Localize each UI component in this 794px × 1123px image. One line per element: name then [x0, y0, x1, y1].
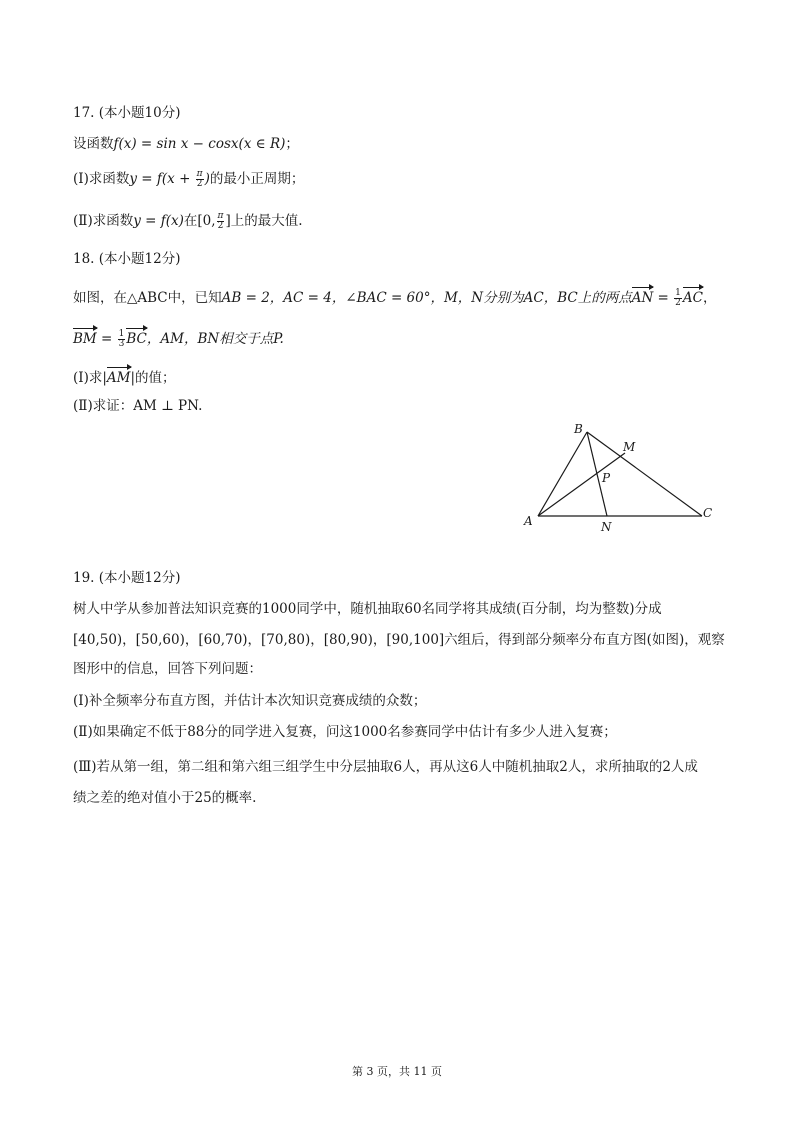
q17-header: 17. (本小题10分) [73, 105, 181, 121]
label-b: B [574, 422, 583, 436]
label-n: N [601, 520, 612, 534]
q19-header: 19. (本小题12分) [73, 570, 181, 586]
q18-part1-prefix: (Ⅰ)求| [73, 370, 107, 386]
q17-part2-fraction [217, 212, 225, 231]
q19-part3: (Ⅲ)若从第一组，第二组和第六组三组学生中分层抽取6人，再从这6人中随机抽取2人，求所抽取的2人成 [73, 759, 698, 775]
q18-vector-an: AN [632, 286, 654, 307]
q18-line1-frac-den: 2 [675, 298, 681, 308]
q18-vector-ac: AC [683, 286, 703, 307]
q18-line2-frac-num: 1 [118, 329, 125, 339]
q18-line2 [73, 327, 284, 349]
q18-line1-b: AB = 2，AC = 4，∠BAC = 60°，M，N分别为AC，BC上的两点 [221, 290, 632, 306]
segment-am [538, 453, 625, 516]
q19-line2: [40,50)，[50,60)，[60,70)，[70,80)，[80,90)，[90,100]六组后，得到部分频率分布直方图(如图)，观察 [73, 632, 725, 648]
page-footer: 第 3 页，共 11 页 [352, 1065, 442, 1078]
q17-part2 [73, 212, 303, 231]
q18-part2: (Ⅱ)求证：AM ⊥ PN. [73, 398, 203, 414]
q18-triangle-figure [515, 415, 720, 540]
label-a: A [524, 514, 533, 528]
q17-part1-prefix: (Ⅰ)求函数 [73, 171, 130, 187]
q17-part1-frac-num: π [196, 169, 203, 179]
q18-vector-bc: BC [126, 327, 147, 348]
q17-part1-fraction [196, 170, 204, 189]
label-m: M [623, 440, 636, 454]
q17-part2-frac-num: π [217, 211, 224, 221]
q18-line2-end: ，AM，BN相交于点P. [146, 331, 284, 347]
q17-part1-expr-b: ) [204, 171, 210, 187]
q18-line2-eq: = [96, 331, 117, 347]
q19-line1: 树人中学从参加普法知识竞赛的1000同学中，随机抽取60名同学将其成绩(百分制，均为整数)分成 [73, 601, 662, 617]
q18-part1-suffix: |的值； [130, 370, 176, 386]
q17-given [73, 135, 299, 153]
q18-line2-fraction [118, 330, 126, 349]
q18-line2-frac-den: 3 [118, 339, 125, 349]
q17-given-prefix: 设函数 [73, 136, 114, 152]
q17-part2-suffix: ]上的最大值. [225, 213, 303, 229]
q18-part1 [73, 366, 176, 387]
q18-header: 18. (本小题12分) [73, 251, 181, 267]
q17-part2-prefix: (Ⅱ)求函数 [73, 213, 134, 229]
q17-part2-frac-den: 2 [217, 221, 224, 231]
q19-part3-cont: 绩之差的绝对值小于25的概率. [73, 790, 257, 806]
q17-part1-expr-a: y = f(x + [129, 171, 195, 187]
q19-part2: (Ⅱ)如果确定不低于88分的同学进入复赛，问这1000名参赛同学中估计有多少人进入复赛； [73, 724, 617, 740]
q17-part1-suffix: 的最小正周期； [209, 171, 305, 187]
q17-part1-frac-den: 2 [196, 179, 203, 189]
q18-line1 [73, 286, 717, 308]
q17-part2-expr: y = f(x) [133, 213, 184, 229]
side-ab [538, 432, 587, 516]
label-p: P [602, 471, 611, 485]
q17-given-function: f(x) = sin x − cosx(x ∈ R) [113, 136, 286, 152]
q18-line1-eq: = [653, 290, 674, 306]
label-c: C [703, 506, 713, 520]
q18-line1-frac-num: 1 [675, 288, 681, 298]
q18-line1-a: 如图，在△ABC中，已知 [73, 290, 222, 306]
q18-line1-fraction [674, 289, 682, 308]
q18-vector-bm: BM [73, 327, 97, 348]
q19-part1: (Ⅰ)补全频率分布直方图，并估计本次知识竞赛成绩的众数； [73, 693, 427, 709]
q17-part1 [73, 170, 304, 189]
q17-part2-mid: 在[0, [183, 213, 216, 229]
q18-part1-vector-am: AM [107, 366, 131, 387]
q17-given-suffix: ； [285, 136, 299, 152]
q18-line1-end: ， [703, 290, 717, 306]
q19-line3: 图形中的信息，回答下列问题： [73, 661, 262, 677]
